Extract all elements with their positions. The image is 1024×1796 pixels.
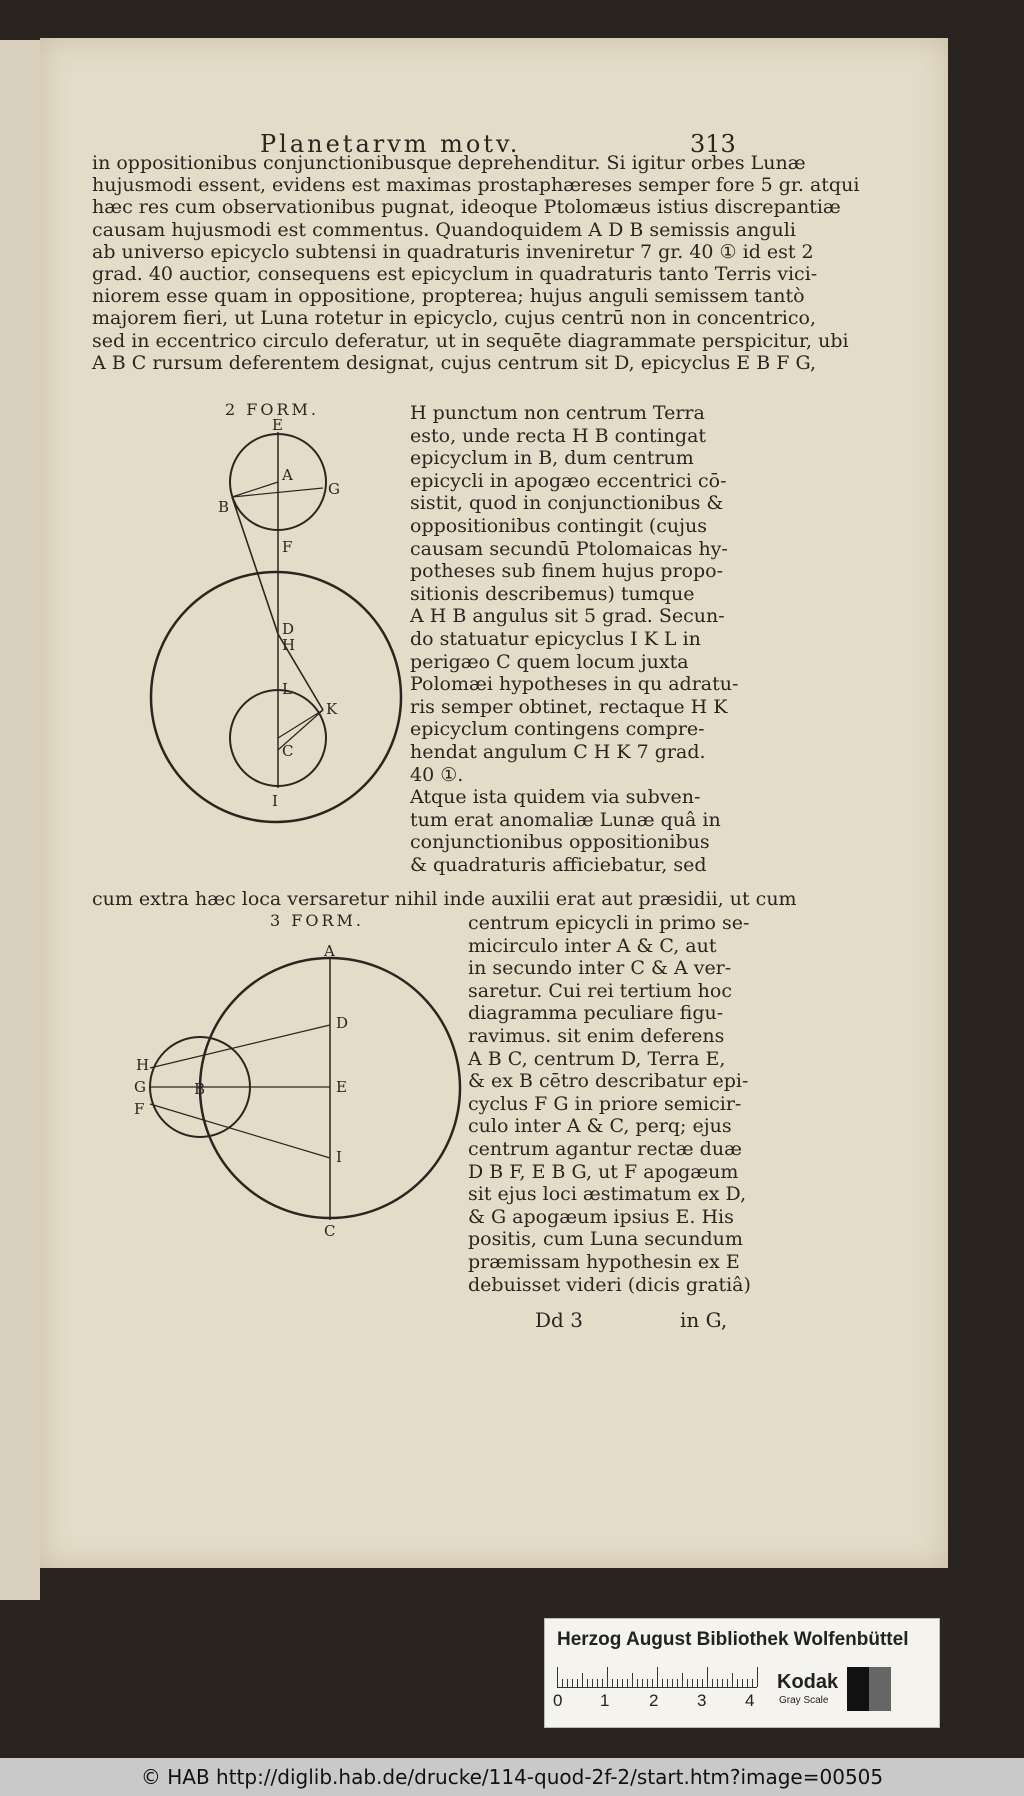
ruler-tick (647, 1679, 648, 1687)
page-number: 313 (690, 130, 736, 158)
ruler-tick (757, 1667, 758, 1687)
text-line: tum erat anomaliæ Lunæ quâ in (410, 808, 721, 831)
text-line: præmissam hypothesin ex E (468, 1251, 740, 1273)
text-line: ab universo epicyclo subtensi in quadraturis inveniretur 7 gr. 40 ① id est 2 (92, 240, 814, 263)
point-label-L: L (282, 680, 292, 698)
text-line: sistit, quod in conjunctionibus & (410, 492, 724, 515)
text-line: culo inter A & C, perq; ejus (468, 1115, 732, 1138)
ruler-tick (672, 1679, 673, 1687)
point-label-A: A (324, 942, 335, 960)
ruler-tick (697, 1679, 698, 1687)
point-label-C: C (282, 742, 294, 760)
text-line: & G apogæum ipsius E. His (468, 1205, 734, 1228)
text-line: epicyclum contingens compre- (410, 718, 705, 741)
text-line-middle: cum extra hæc loca versaretur nihil inde auxilii erat aut præsidii, ut cum (92, 888, 797, 910)
text-line: & ex B cētro describatur epi- (468, 1070, 749, 1093)
text-line: positis, cum Luna secundum (468, 1228, 743, 1251)
ruler-tick (682, 1673, 683, 1687)
text-line: sed in eccentrico circulo deferatur, ut in sequēte diagrammate perspicitur, ubi (92, 329, 849, 352)
point-label-F: F (282, 538, 293, 556)
text-line: Polomæi hypotheses in qu adratu- (410, 673, 739, 696)
text-line: epicyclum in B, dum centrum (410, 447, 694, 470)
ruler-tick (742, 1679, 743, 1687)
text-line: in oppositionibus conjunctionibusque deprehenditur. Si igitur orbes Lunæ (92, 152, 806, 174)
text-line: A B C rursum deferentem designat, cujus centrum sit D, epicyclus E B F G, (92, 351, 816, 374)
figure-2-label: 2 FORM. (225, 400, 319, 419)
text-line: diagramma peculiare figu- (468, 1002, 724, 1025)
text-line: conjunctionibus oppositionibus (410, 831, 710, 854)
point-label-G: G (134, 1078, 146, 1096)
point-label-D: D (336, 1014, 349, 1032)
point-label-H: H (282, 636, 296, 654)
ruler-tick (752, 1679, 753, 1687)
scale-number: 2 (649, 1691, 659, 1710)
book-page (40, 38, 948, 1568)
ruler-tick (592, 1679, 593, 1687)
point-label-B: B (218, 498, 230, 516)
ruler-tick (617, 1679, 618, 1687)
scale-number: 1 (600, 1691, 610, 1710)
text-line: A H B angulus sit 5 grad. Secun- (410, 605, 725, 628)
ruler-tick (637, 1679, 638, 1687)
text-line: oppositionibus contingit (cujus (410, 515, 708, 537)
ruler-tick (572, 1679, 573, 1687)
text-line: ravimus. sit enim deferens (468, 1025, 725, 1047)
point-label-I: I (272, 792, 278, 810)
ruler-tick (652, 1679, 653, 1687)
text-line: epicycli in apogæo eccentrici cō- (410, 469, 727, 492)
scale-ruler (557, 1665, 757, 1688)
text-line: sit ejus loci æstimatum ex D, (468, 1183, 747, 1206)
text-line: sitionis describemus) tumque (410, 582, 695, 605)
text-line: 40 ①. (410, 763, 464, 786)
text-line: niorem esse quam in oppositione, propterea; hujus anguli semissem tantò (92, 285, 805, 308)
ruler-tick (662, 1679, 663, 1687)
point-label-A: A (282, 466, 293, 484)
ruler-tick (622, 1679, 623, 1687)
text-line: H punctum non centrum Terra (410, 402, 705, 424)
point-label-K: K (326, 700, 338, 718)
ruler-tick (602, 1679, 603, 1687)
library-name: Herzog August Bibliothek Wolfenbüttel (557, 1629, 909, 1650)
scale-number: 4 (745, 1691, 755, 1710)
point-label-F: F (134, 1100, 145, 1118)
ruler-tick (612, 1679, 613, 1687)
ruler-tick (702, 1679, 703, 1687)
text-line: potheses sub finem hujus propo- (410, 560, 723, 583)
text-line: D B F, E B G, ut F apogæum (468, 1160, 739, 1183)
footer-url[interactable]: © HAB http://diglib.hab.de/drucke/114-quod-2f-2/start.htm?image=00505 (0, 1758, 1024, 1796)
point-label-H: H (136, 1056, 150, 1074)
ruler-tick (642, 1679, 643, 1687)
ruler-tick (727, 1679, 728, 1687)
deferent-circle (151, 572, 401, 822)
ruler-tick (722, 1679, 723, 1687)
text-line: in secundo inter C & A ver- (468, 957, 732, 980)
figure-2-diagram (110, 416, 410, 822)
catchword: in G, (680, 1308, 728, 1332)
text-line: causam secundū Ptolomaicas hy- (410, 537, 728, 560)
point-label-C: C (324, 1222, 336, 1240)
text-line: micirculo inter A & C, aut (468, 934, 717, 957)
gray-scale-label: Gray Scale (779, 1695, 829, 1706)
text-line: & quadraturis afficiebatur, sed (410, 854, 707, 876)
ruler-tick (587, 1679, 588, 1687)
text-line: cyclus F G in priore semicir- (468, 1092, 742, 1115)
ruler-tick (627, 1679, 628, 1687)
ruler-tick (747, 1679, 748, 1687)
text-line: do statuatur epicyclus I K L in (410, 628, 701, 650)
text-line: esto, unde recta H B contingat (410, 424, 707, 447)
ruler-tick (632, 1673, 633, 1687)
ruler-tick (557, 1667, 558, 1687)
library-color-target (544, 1618, 940, 1728)
text-line: hendat angulum C H K 7 grad. (410, 741, 706, 763)
ruler-tick (567, 1679, 568, 1687)
ruler-tick (692, 1679, 693, 1687)
ruler-tick (607, 1667, 608, 1687)
text-line: causam hujusmodi est commentus. Quandoquidem A D B semissis anguli (92, 218, 796, 241)
ruler-tick (677, 1679, 678, 1687)
kodak-logo: Kodak (777, 1671, 839, 1693)
point-label-I: I (336, 1148, 342, 1166)
point-label-E: E (336, 1078, 347, 1096)
ruler-tick (712, 1679, 713, 1687)
text-line: grad. 40 auctior, consequens est epicyclum in quadraturis tanto Terris vici- (92, 263, 818, 285)
ruler-tick (577, 1679, 578, 1687)
scale-number: 3 (697, 1691, 707, 1710)
text-line: ris semper obtinet, rectaque H K (410, 695, 728, 718)
point-label-G: G (328, 480, 340, 498)
text-line: Atque ista quidem via subven- (410, 786, 701, 809)
text-line: majorem fieri, ut Luna rotetur in epicyclo, cujus centrū non in concentrico, (92, 307, 816, 330)
text-line: hæc res cum observationibus pugnat, ideoque Ptolomæus istius discrepantiæ (92, 196, 841, 219)
text-line: debuisset videri (dicis gratiâ) (468, 1273, 751, 1296)
text-line: centrum epicycli in primo se- (468, 912, 750, 934)
text-line: centrum agantur rectæ duæ (468, 1138, 742, 1160)
gray-patch-black (847, 1667, 869, 1711)
ruler-tick (732, 1673, 733, 1687)
signature-mark: Dd 3 (535, 1308, 583, 1332)
gray-patch-dark (869, 1667, 891, 1711)
figure-3-label: 3 FORM. (270, 911, 364, 930)
running-head: Planetarvm motv. (260, 130, 521, 158)
figure-3-diagram (100, 942, 430, 1240)
point-label-D: D (282, 620, 295, 638)
ruler-tick (717, 1679, 718, 1687)
ruler-tick (582, 1673, 583, 1687)
text-line: A B C, centrum D, Terra E, (468, 1047, 726, 1070)
adjacent-page-edge (0, 40, 40, 1600)
ruler-tick (707, 1667, 708, 1687)
ruler-tick (597, 1679, 598, 1687)
ruler-tick (667, 1679, 668, 1687)
text-line: hujusmodi essent, evidens est maximas prostaphæreses semper fore 5 gr. atqui (92, 174, 860, 197)
ruler-tick (562, 1679, 563, 1687)
point-label-B: B (194, 1080, 206, 1098)
ruler-tick (737, 1679, 738, 1687)
ruler-tick (657, 1667, 658, 1687)
point-label-E: E (272, 416, 283, 434)
scale-number: 0 (553, 1691, 563, 1710)
text-line: saretur. Cui rei tertium hoc (468, 979, 732, 1002)
ruler-tick (687, 1679, 688, 1687)
text-line: perigæo C quem locum juxta (410, 650, 689, 673)
